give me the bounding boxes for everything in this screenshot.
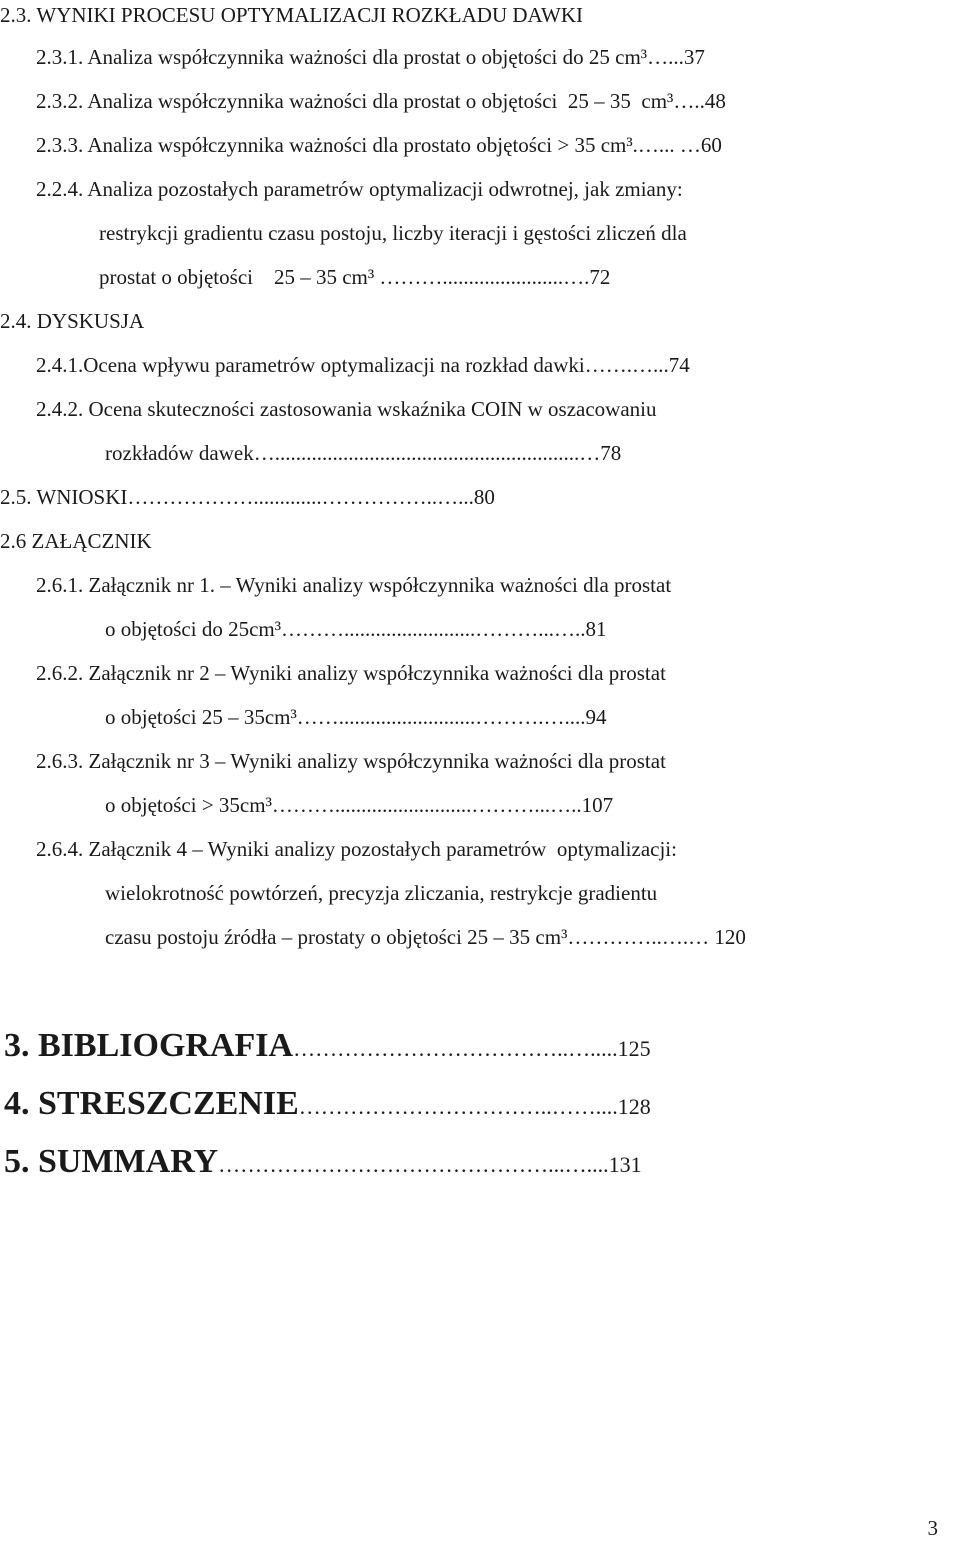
toc-entry-2-6-3: 2.6.3. Załącznik nr 3 – Wyniki analizy współczynnika ważności dla prostat bbox=[36, 749, 666, 773]
toc-entry-2-6-2-cont: o objętości 25 – 35cm³……..........................……….…....94 bbox=[105, 705, 607, 729]
toc-section-4 bbox=[4, 1084, 651, 1127]
toc-entry-2-6-3-cont: o objętości > 35cm³………..........................………...…..107 bbox=[105, 793, 614, 817]
toc-heading-2-4: 2.4. DYSKUSJA bbox=[0, 309, 145, 333]
dot-leader: ………………………………..…... bbox=[293, 1036, 607, 1061]
toc-entry-2-6-4-cont: czasu postoju źródła – prostaty o objętości 25 – 35 cm³…………..….… 120 bbox=[105, 925, 746, 949]
toc-entry-2-4-1: 2.4.1.Ocena wpływu parametrów optymalizacji na rozkład dawki…….…...74 bbox=[36, 353, 690, 377]
toc-entry-2-4-2-cont: rozkładów dawek…..........................................................…78 bbox=[105, 441, 622, 465]
section-title: 3. BIBLIOGRAFIA bbox=[4, 1027, 294, 1064]
toc-entry-2-2-4-cont: restrykcji gradientu czasu postoju, liczby iteracji i gęstości zliczeń dla bbox=[99, 221, 687, 245]
toc-entry-2-6-1-cont: o objętości do 25cm³……….........................………...…..81 bbox=[105, 617, 607, 641]
toc-entry-2-3-3: 2.3.3. Analiza współczynnika ważności dla prostato objętości > 35 cm³.…... …60 bbox=[36, 133, 722, 157]
dot-leader: ……………………………..…….. bbox=[298, 1094, 607, 1119]
toc-entry-2-6-4-cont: wielokrotność powtórzeń, precyzja zliczania, restrykcje gradientu bbox=[105, 881, 658, 905]
toc-entry-2-3-1: 2.3.1. Analiza współczynnika ważności dla prostat o objętości do 25 cm³…...37 bbox=[36, 45, 705, 69]
page-ref: ..125 bbox=[606, 1036, 651, 1061]
toc-section-3 bbox=[4, 1026, 651, 1069]
page-number: 3 bbox=[927, 1516, 938, 1540]
toc-entry-2-3-2: 2.3.2. Analiza współczynnika ważności dla prostat o objętości 25 – 35 cm³…..48 bbox=[36, 89, 726, 113]
page-ref: ..128 bbox=[606, 1094, 651, 1119]
toc-entry-2-6-4: 2.6.4. Załącznik 4 – Wyniki analizy pozostałych parametrów optymalizacji: bbox=[36, 837, 677, 861]
toc-section-5 bbox=[4, 1142, 642, 1185]
toc-entry-2-2-4-cont: prostat o objętości 25 – 35 cm³ ……….......................….72 bbox=[99, 265, 611, 289]
section-title: 4. STRESZCZENIE bbox=[4, 1085, 299, 1122]
page-ref: ..131 bbox=[597, 1152, 642, 1177]
toc-entry-2-6-2: 2.6.2. Załącznik nr 2 – Wyniki analizy współczynnika ważności dla prostat bbox=[36, 661, 666, 685]
toc-entry-2-4-2: 2.4.2. Ocena skuteczności zastosowania wskaźnika COIN w oszacowaniu bbox=[36, 397, 657, 421]
dot-leader: ………………………………………...….. bbox=[218, 1152, 598, 1177]
section-title: 5. SUMMARY bbox=[4, 1143, 219, 1180]
toc-heading-2-6: 2.6 ZAŁĄCZNIK bbox=[0, 529, 152, 553]
toc-heading-2-3: 2.3. WYNIKI PROCESU OPTYMALIZACJI ROZKŁADU DAWKI bbox=[0, 3, 583, 27]
toc-heading-2-5: 2.5. WNIOSKI……………….............……………..…...80 bbox=[0, 485, 495, 509]
toc-entry-2-2-4: 2.2.4. Analiza pozostałych parametrów optymalizacji odwrotnej, jak zmiany: bbox=[36, 177, 683, 201]
toc-entry-2-6-1: 2.6.1. Załącznik nr 1. – Wyniki analizy współczynnika ważności dla prostat bbox=[36, 573, 672, 597]
